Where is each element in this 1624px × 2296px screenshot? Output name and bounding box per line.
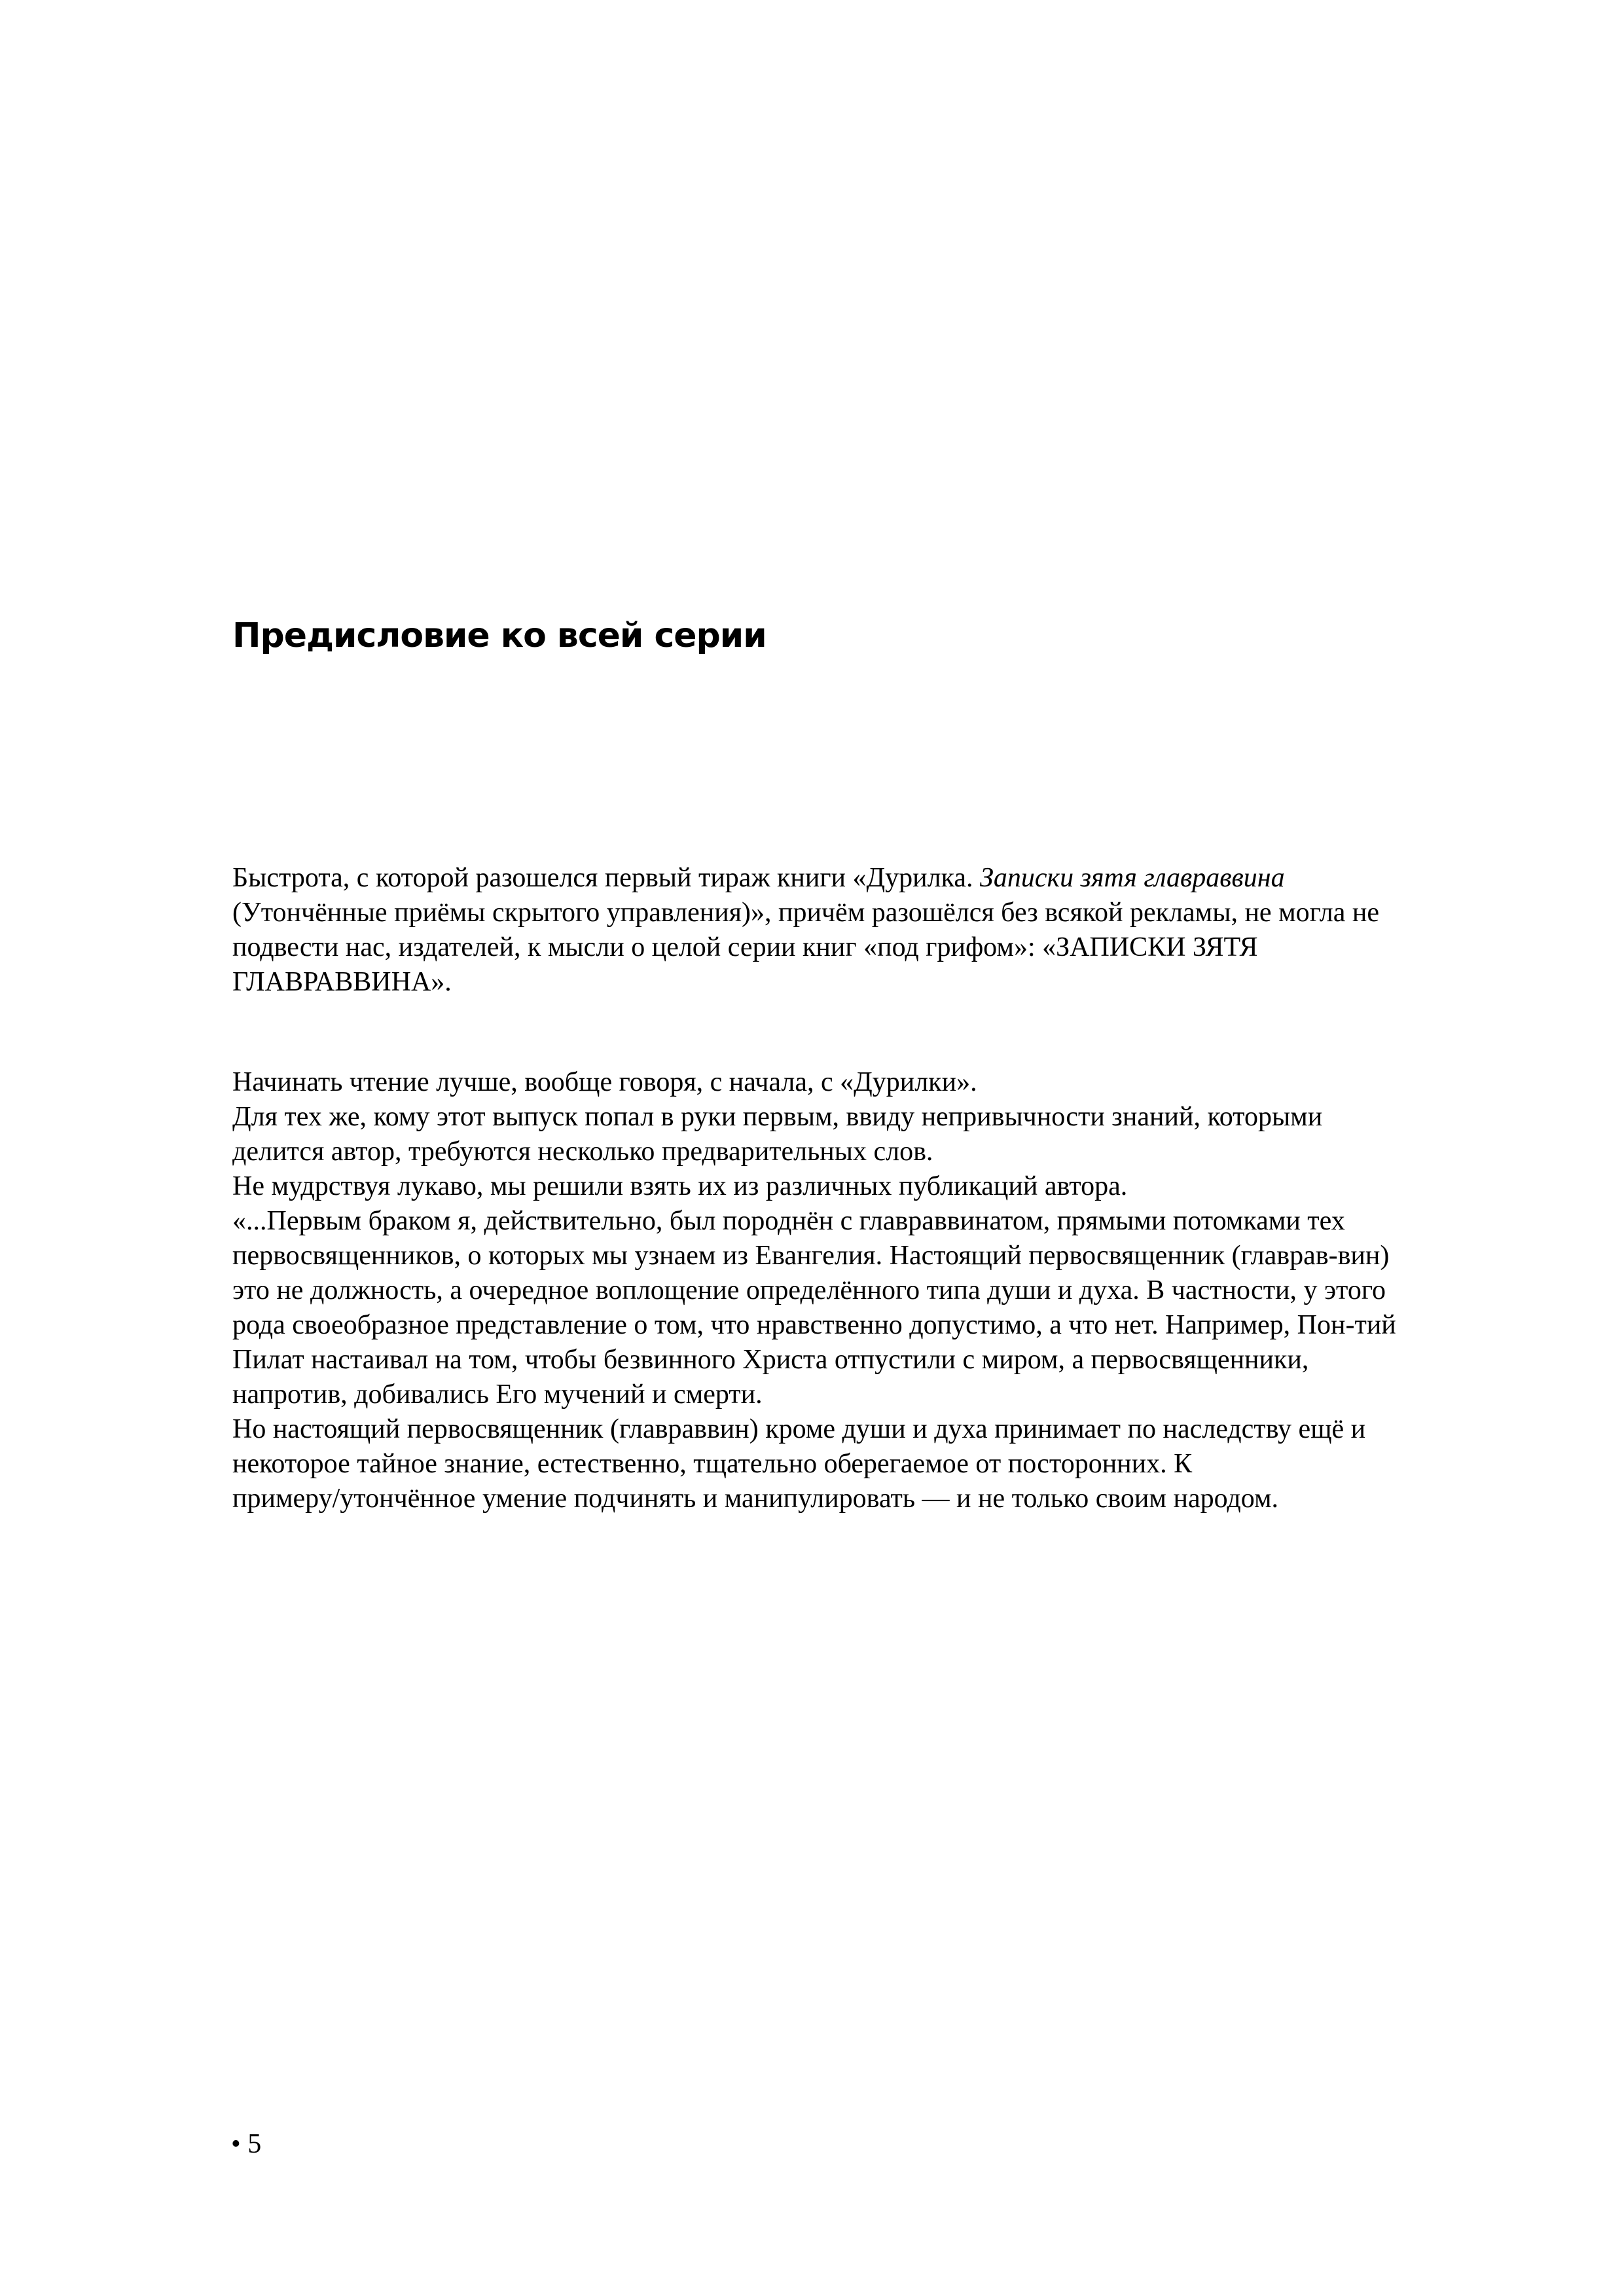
page-number: • 5 xyxy=(231,2129,262,2159)
book-title-italic: Записки зятя главраввина xyxy=(980,863,1285,893)
text-line: Начинать чтение лучше, вообще говоря, с начала, с «Дурилки». xyxy=(232,1067,977,1097)
paragraph-body xyxy=(232,1065,1424,1516)
text-line: первосвященников, о которых мы узнаем из Евангелия. Настоящий первосвященник (главрав-вин) xyxy=(232,1241,1390,1271)
text-line: рода своеобразное представление о том, что нравственно допустимо, а что нет. Например, Пон-тий xyxy=(232,1310,1396,1340)
text-line: напротив, добивались Его мучений и смерти. xyxy=(232,1379,763,1410)
text-line: ГЛАВРАВВИНА». xyxy=(232,967,452,997)
text-line xyxy=(232,861,1424,896)
text-line: Пилат настаивал на том, чтобы безвинного Христа отпустили с миром, а первосвященники, xyxy=(232,1345,1309,1375)
text-line: это не должность, а очередное воплощение определённого типа души и духа. В частности, у этого xyxy=(232,1275,1386,1305)
text-run: Быстрота, с которой разошелся первый тираж книги «Дурилка. xyxy=(232,863,981,893)
text-line: Для тех же, кому этот выпуск попал в руки первым, ввиду непривычности знаний, которыми xyxy=(232,1102,1323,1132)
text-line: некоторое тайное знание, естественно, тщательно оберегаемое от посторонних. К xyxy=(232,1449,1193,1479)
paragraph-intro xyxy=(232,861,1424,1000)
text-line: делится автор, требуются несколько предварительных слов. xyxy=(232,1137,933,1167)
text-line: «...Первым браком я, действительно, был породнён с главраввинатом, прямыми потомками тех xyxy=(232,1206,1345,1236)
text-line: Но настоящий первосвященник (главраввин) кроме души и духа принимает по наследству ещё и xyxy=(232,1414,1366,1444)
text-line: подвести нас, издателей, к мысли о целой серии книг «под грифом»: «ЗАПИСКИ ЗЯТЯ xyxy=(232,932,1258,962)
text-line: Не мудрствуя лукаво, мы решили взять их из различных публикаций автора. xyxy=(232,1171,1128,1201)
text-line: (Утончённые приёмы скрытого управления)», причём разошёлся без всякой рекламы, не могла не xyxy=(232,898,1379,928)
text-line: примеру/утончённое умение подчинять и манипулировать — и не только своим народом. xyxy=(232,1484,1279,1514)
page-title: Предисловие ко всей серии xyxy=(232,616,767,655)
